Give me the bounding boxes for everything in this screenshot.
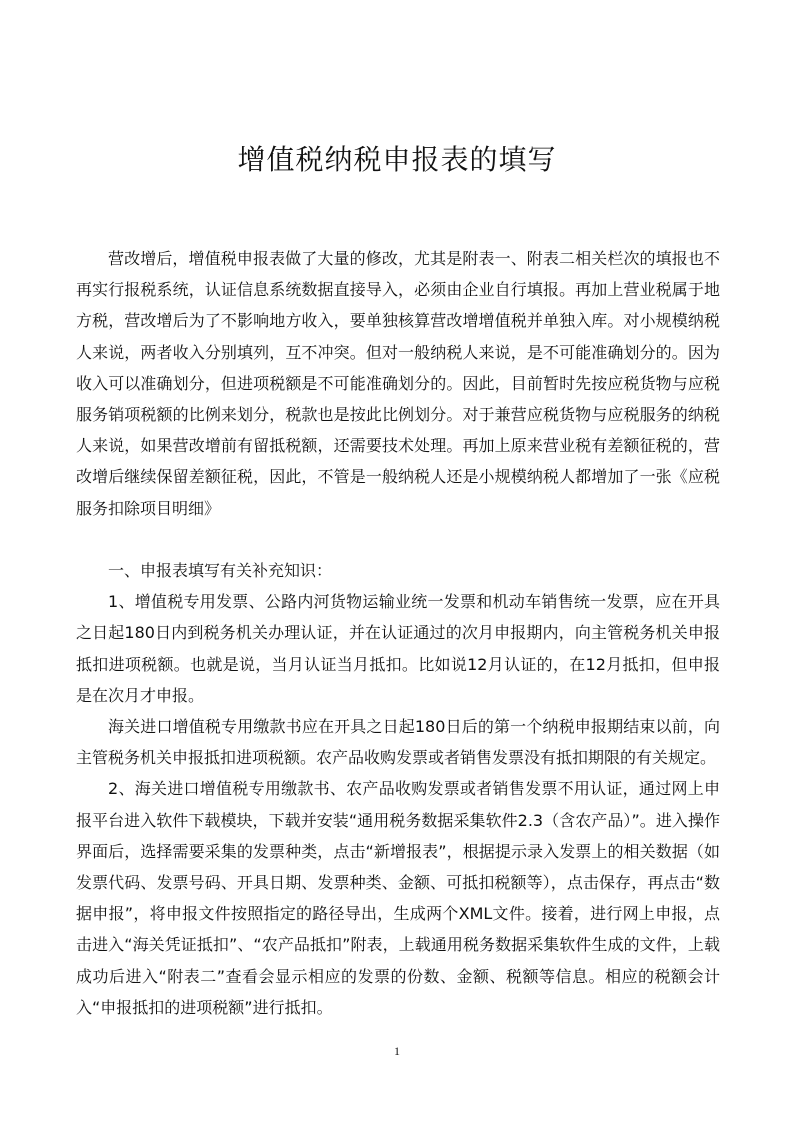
document-title: 增值税纳税申报表的填写 [237,143,557,176]
paragraph-2: 海关进口增值税专用缴款书应在开具之日起180日后的第一个纳税申报期结束以前，向主管税务机关申报抵扣进项税额。农产品收购发票或者销售发票没有抵扣期限的有关规定。 [76,717,720,768]
paragraph-1: 1、增值税专用发票、公路内河货物运输业统一发票和机动车销售统一发票，应在开具之日起180日内到税务机关办理认证，并在认证通过的次月申报期内，向主管税务机关申报抵扣进项税额。也就是说，当月认证当月抵扣。比如说12月认证的，在12月抵扣，但申报是在次月才申报。 [76,592,720,705]
paragraph-3: 2、海关进口增值税专用缴款书、农产品收购发票或者销售发票不用认证，通过网上申报平台进入软件下载模块，下载并安装“通用税务数据采集软件2.3（含农产品）”。进入操作界面后，选择需要采集的发票种类，点击“新增报表”，根据提示录入发票上的相关数据（如发票代码、发票号码、开具日期、发票种类、金额、可抵扣税额等），点击保存，再点击“数据申报”，将申报文件按照指定的路径导出，生成两个XML文件。接着，进行网上申报，点击进入“海关凭证抵扣”、“农产品抵扣”附表，上载通用税务数据采集软件生成的文件，上载成功后进入“附表二”查看会显示相应的发票的份数、金额、税额等信息。相应的税额会计入“申报抵扣的进项税额”进行抵扣。 [76,779,720,1017]
supplementary-section [76,555,720,1023]
section-heading: 一、申报表填写有关补充知识： [108,561,333,580]
intro-paragraph: 营改增后，增值税申报表做了大量的修改，尤其是附表一、附表二相关栏次的填报也不再实行报税系统，认证信息系统数据直接导入，必须由企业自行填报。再加上营业税属于地方税，营改增后为了不影响地方收入，要单独核算营改增增值税并单独入库。对小规模纳税人来说，两者收入分别填列，互不冲突。但对一般纳税人来说，是不可能准确划分的。因为收入可以准确划分，但进项税额是不可能准确划分的。因此，目前暂时先按应税货物与应税服务销项税额的比例来划分，税款也是按此比例划分。对于兼营应税货物与应税服务的纳税人来说，如果营改增前有留抵税额，还需要技术处理。再加上原来营业税有差额征税的，营改增后继续保留差额征税，因此，不管是一般纳税人还是小规模纳税人都增加了一张《应税服务扣除项目明细》 [76,249,720,518]
intro-section [76,243,720,524]
page-number: 1 [394,1044,400,1058]
